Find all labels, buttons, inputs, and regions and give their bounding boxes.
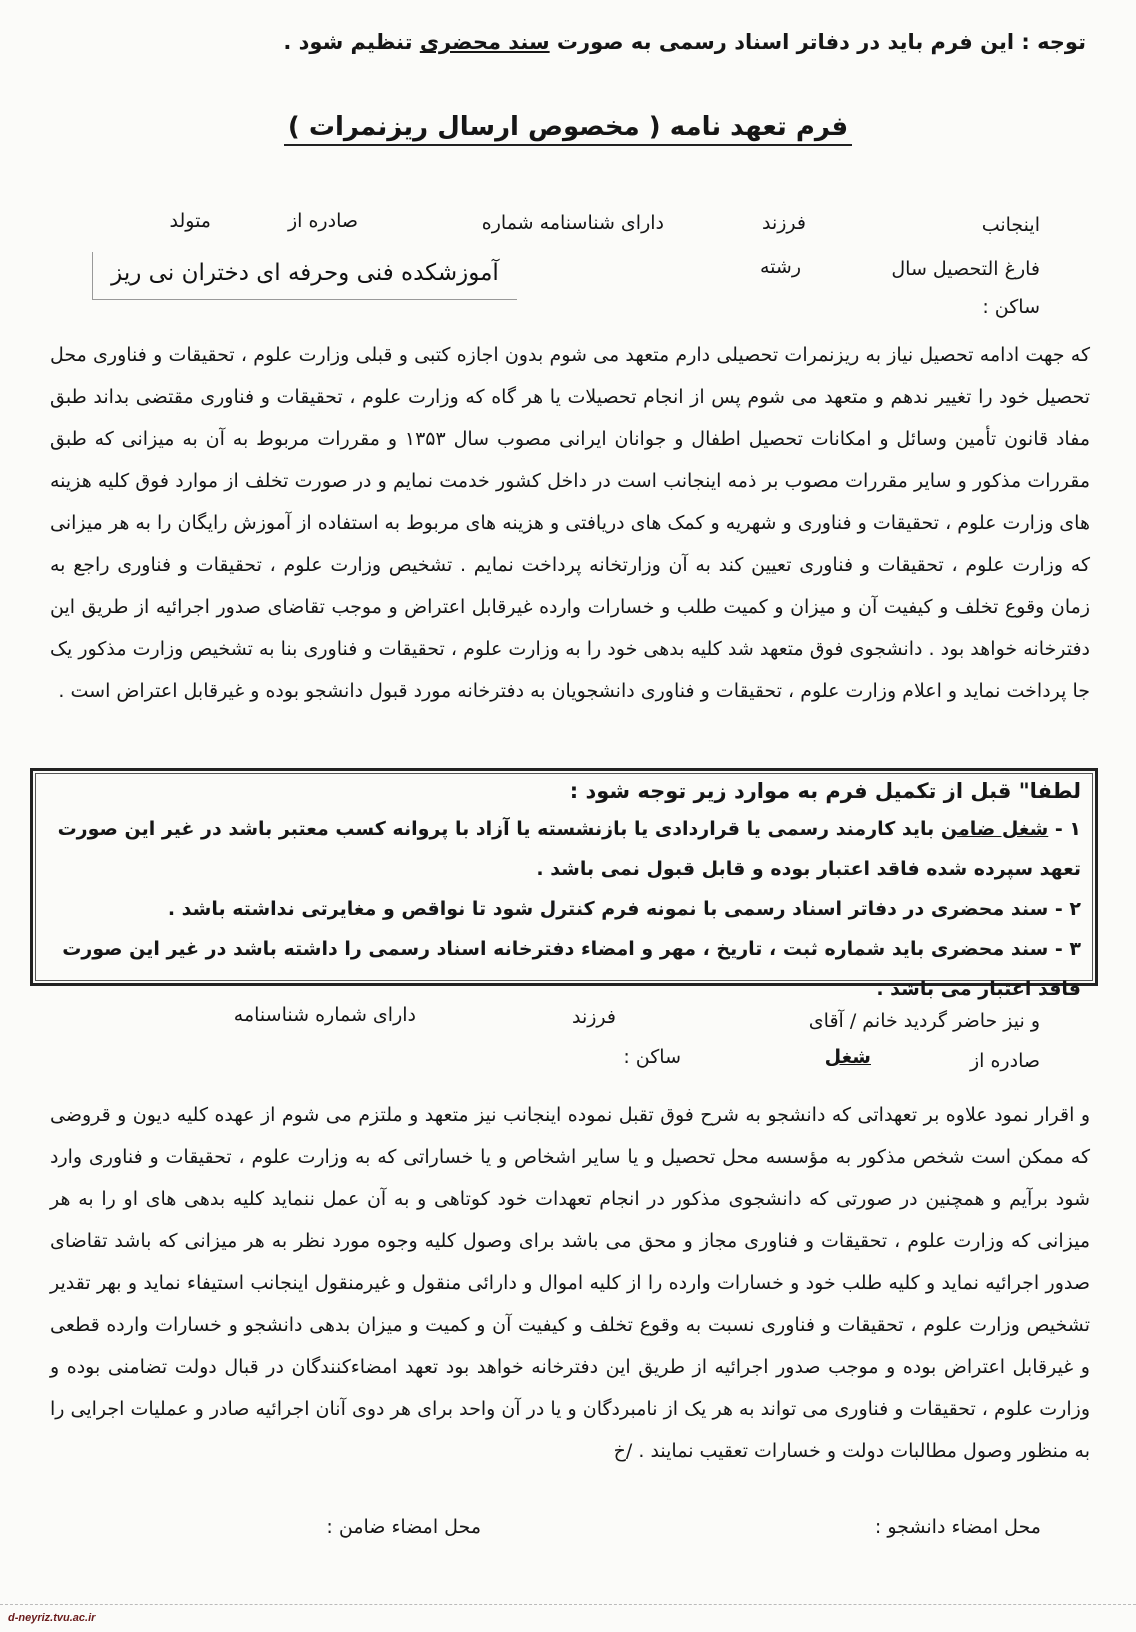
item1-prefix: ۱ - <box>1048 818 1081 840</box>
handwritten-institution: آموزشکده فنی وحرفه ای دختران نی ریز <box>92 252 517 300</box>
guarantor-farzand: فرزند <box>571 1006 616 1028</box>
guarantor-shoghl: شغل <box>824 1046 871 1068</box>
guarantor-shenasname: دارای شماره شناسنامه <box>233 1004 416 1026</box>
field-sadere: صادره از <box>287 210 358 232</box>
notice-underlined: سند محضری <box>419 30 550 54</box>
notice-suffix: تنظیم شود . <box>283 30 420 54</box>
item1-rest: باید کارمند رسمی یا قراردادی یا بازنشسته یا آزاد با پروانه کسب معتبر باشد در غیر این صورت تعهد سپرده شده فاقد اعتبار بوده و قابل قبول نمی باشد . <box>57 818 1081 880</box>
attention-item-2: ۲ - سند محضری در دفاتر اسناد رسمی با نمونه فرم کنترل شود تا نواقص و مغایرتی نداشته باشد . <box>167 898 1081 920</box>
field-reshte: رشته <box>759 256 801 278</box>
attention-item-3: ۳ - سند محضری باید شماره ثبت ، تاریخ ، مهر و امضاء دفترخانه اسناد رسمی را داشته باشد در غیر این صورت فاقد اعتبار می باشد . <box>62 938 1081 1000</box>
field-inejaneb: اینجانب <box>981 214 1040 236</box>
field-sakan: ساکن : <box>982 296 1040 318</box>
field-motevaled: متولد <box>169 210 211 232</box>
footer-divider <box>0 1604 1136 1606</box>
field-fareq: فارغ التحصیل سال <box>891 258 1040 280</box>
student-signature-label: محل امضاء دانشجو : <box>874 1516 1041 1538</box>
field-shenasname: دارای شناسنامه شماره <box>481 212 664 234</box>
item1-underlined: شغل ضامن <box>940 818 1049 840</box>
footer-url: d-neyriz.tvu.ac.ir <box>8 1612 96 1624</box>
notice-line <box>60 30 1086 54</box>
form-title-text: فرم تعهد نامه ( مخصوص ارسال ریزنمرات ) <box>284 112 852 146</box>
notice-prefix: توجه : این فرم باید در دفاتر اسناد رسمی به صورت <box>549 30 1086 54</box>
guarantor-paragraph: و اقرار نمود علاوه بر تعهداتی که دانشجو به شرح فوق تقبل نموده اینجانب نیز متعهد و ملتزم می شوم از عهده کلیه دیون و قروضی که ممکن است شخص مذکور به مؤسسه محل تحصیل و یا سایر اشخاص و یا خساراتی که به وزارت علوم ، تحقیقات و فناوری وارد شود برآیم و همچنین در صورتی که دانشجوی مذکور در انجام تعهدات خود کوتاهی و به آن عمل ننماید کلیه بدهی های او را به هر میزانی که وزارت علوم ، تحقیقات و فناوری مجاز و محق می باشد برای وصول کلیه وجوه مورد نظر به هر میزانی که باشد تقاضای صدور اجرائیه نماید و کلیه طلب خود و خسارات وارده را از کلیه اموال و دارائی منقول و غیرمنقول اینجانب استیفاء نماید و بهر تقدیر تشخیص وزارت علوم ، تحقیقات و فناوری نسبت به وقوع تخلف و کیفیت آن و کمیت و میزان بدهی دانشجو و خسارات وارده قطعی و غیرقابل اعتراض بوده و موجب صدور اجرائیه از طریق این دفترخانه خواهد بود تعهد امضاءکنندگان در قبال دولت تضامنی بوده و وزارت علوم ، تحقیقات و فناوری می تواند به هر یک از نامبردگان و یا در آن واحد برای هر دوی آنان اجرائیه صادر و عملیات اجرایی را به منظور وصول مطالبات دولت و خسارات تعقیب نمایند . /خ <box>50 1104 1090 1462</box>
attention-heading: لطفا" قبل از تکمیل فرم به موارد زیر توجه شود : <box>569 779 1081 803</box>
attention-item-1 <box>47 809 1081 889</box>
form-title <box>0 112 1136 142</box>
attention-box <box>30 768 1098 1000</box>
guarantor-present: و نیز حاضر گردید خانم / آقای <box>808 1010 1040 1032</box>
guarantor-signature-label: محل امضاء ضامن : <box>326 1516 481 1538</box>
commitment-paragraph: که جهت ادامه تحصیل نیاز به ریزنمرات تحصیلی دارم متعهد می شوم بدون اجازه کتبی و قبلی وزارت علوم ، تحقیقات و فناوری محل تحصیل خود را تغییر ندهم و متعهد می شوم پس از انجام تحصیلات یا هر گاه که وزارت علوم ، تحقیقات و فناوری مقتضی بداند طبق مفاد قانون تأمین وسائل و امکانات تحصیل اطفال و جوانان ایرانی مصوب سال ۱۳۵۳ و مقررات مربوط به آن به میزانی که طبق مقررات مذکور و سایر مقررات مصوب بر ذمه اینجانب است در داخل کشور خدمت نمایم و در صورت تخلف از موارد فوق کلیه هزینه های وزارت علوم ، تحقیقات و فناوری و شهریه و کمک های دریافتی و هزینه های مربوط به استفاده از آموزش رایگان را به هر میزانی که وزارت علوم ، تحقیقات و فناوری تعیین کند به آن وزارتخانه پرداخت نمایم . تشخیص وزارت علوم ، تحقیقات و فناوری راجع به زمان وقوع تخلف و کیفیت آن و میزان و کمیت طلب و خسارات وارده غیرقابل اعتراض و موجب تقاضای صدور اجرائیه از طریق این دفترخانه خواهد بود . دانشجوی فوق متعهد شد کلیه بدهی خود را به وزارت علوم ، تحقیقات و فناوری بنا به تشخیص وزارت مذکور یک جا پرداخت نماید و اعلام وزارت علوم ، تحقیقات و فناوری دانشجویان به دفترخانه مورد قبول دانشجو بوده و غیرقابل اعتراض است . <box>50 344 1090 702</box>
field-farzand: فرزند <box>761 212 806 234</box>
guarantor-sakan: ساکن : <box>623 1046 681 1068</box>
guarantor-sadere: صادره از <box>969 1050 1040 1072</box>
